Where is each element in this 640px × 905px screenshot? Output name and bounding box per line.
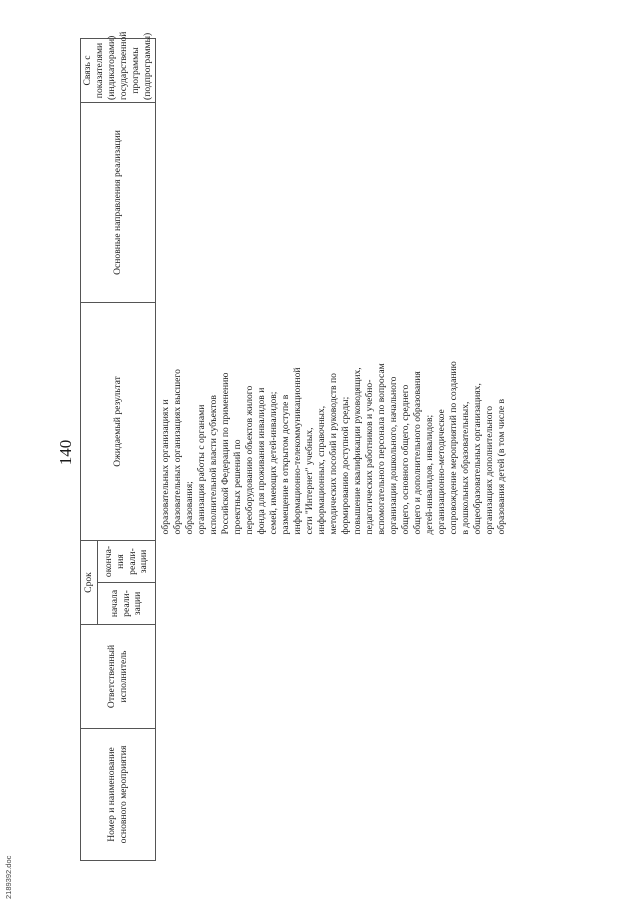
result-line: образования; [183, 481, 195, 535]
result-line: Российской Федерации по применению [219, 372, 231, 535]
result-line: исполнительной власти субъектов [207, 395, 219, 535]
result-line: организациях дополнительного [483, 405, 495, 535]
page-number: 140 [56, 439, 75, 466]
result-line: организации дошкольного, начального [387, 376, 399, 535]
cell-number-name [156, 729, 508, 861]
header-term-end: оконча-ния реали-зации [98, 541, 156, 583]
result-line: информационных, справочных, [315, 405, 327, 535]
result-line: фонда для проживания инвалидов и [255, 387, 267, 535]
result-line: образовательных организациях и [160, 399, 171, 535]
cell-expected-result [156, 303, 508, 541]
result-line: повышение квалификации руководящих, [351, 367, 363, 535]
cell-indicators [156, 39, 508, 103]
result-line: проектных решений по [231, 439, 243, 535]
result-line: организация работы с органами [195, 404, 207, 535]
header-directions: Основные направления реализации [81, 103, 156, 303]
cell-term-end [156, 541, 508, 583]
result-line: сопровождение мероприятий по созданию [447, 361, 459, 535]
result-line: организационно-методическое [435, 409, 447, 535]
result-line: детей-инвалидов, инвалидов; [423, 414, 435, 535]
result-line: семей, имеющих детей-инвалидов; [267, 391, 279, 535]
result-line: общего и дополнительного образования [411, 371, 423, 535]
measures-table [80, 31, 508, 861]
header-term: Срок [81, 541, 98, 625]
result-line: общеобразовательных организациях, [471, 383, 483, 535]
header-executor: Ответственный исполнитель [81, 625, 156, 729]
result-line: методических пособий и руководств по [327, 373, 339, 535]
result-line: вспомогательного персонала по вопросам [375, 363, 387, 535]
result-line: формированию доступной среды; [339, 396, 351, 535]
result-line: образования детей (в том числе в [495, 398, 507, 535]
table-row [156, 39, 508, 861]
cell-term-start [156, 583, 508, 625]
result-line: педагогических работников и учебно- [363, 379, 375, 535]
result-line: сети "Интернет" учебных, [303, 427, 315, 535]
header-number-name: Номер и наименование основного мероприятия [81, 729, 156, 861]
result-line: переоборудованию объектов жилого [243, 385, 255, 535]
header-expected-result: Ожидаемый результат [81, 303, 156, 541]
result-line: размещение в открытом доступе в [279, 394, 291, 535]
footer-code: 2189392.doc [4, 855, 13, 899]
result-line: общего, основного общего, среднего [399, 384, 411, 535]
cell-directions [156, 103, 508, 303]
result-line: информационно-телекоммуникационной [291, 367, 303, 535]
result-line: в дошкольных образовательных, [459, 401, 471, 535]
result-line: образовательных организациях высшего [171, 369, 183, 535]
header-indicators: Связь с показателями (индикаторами) государственной программы (подпрограммы) [81, 39, 156, 103]
cell-executor [156, 625, 508, 729]
header-term-start: начала реали-зации [98, 583, 156, 625]
